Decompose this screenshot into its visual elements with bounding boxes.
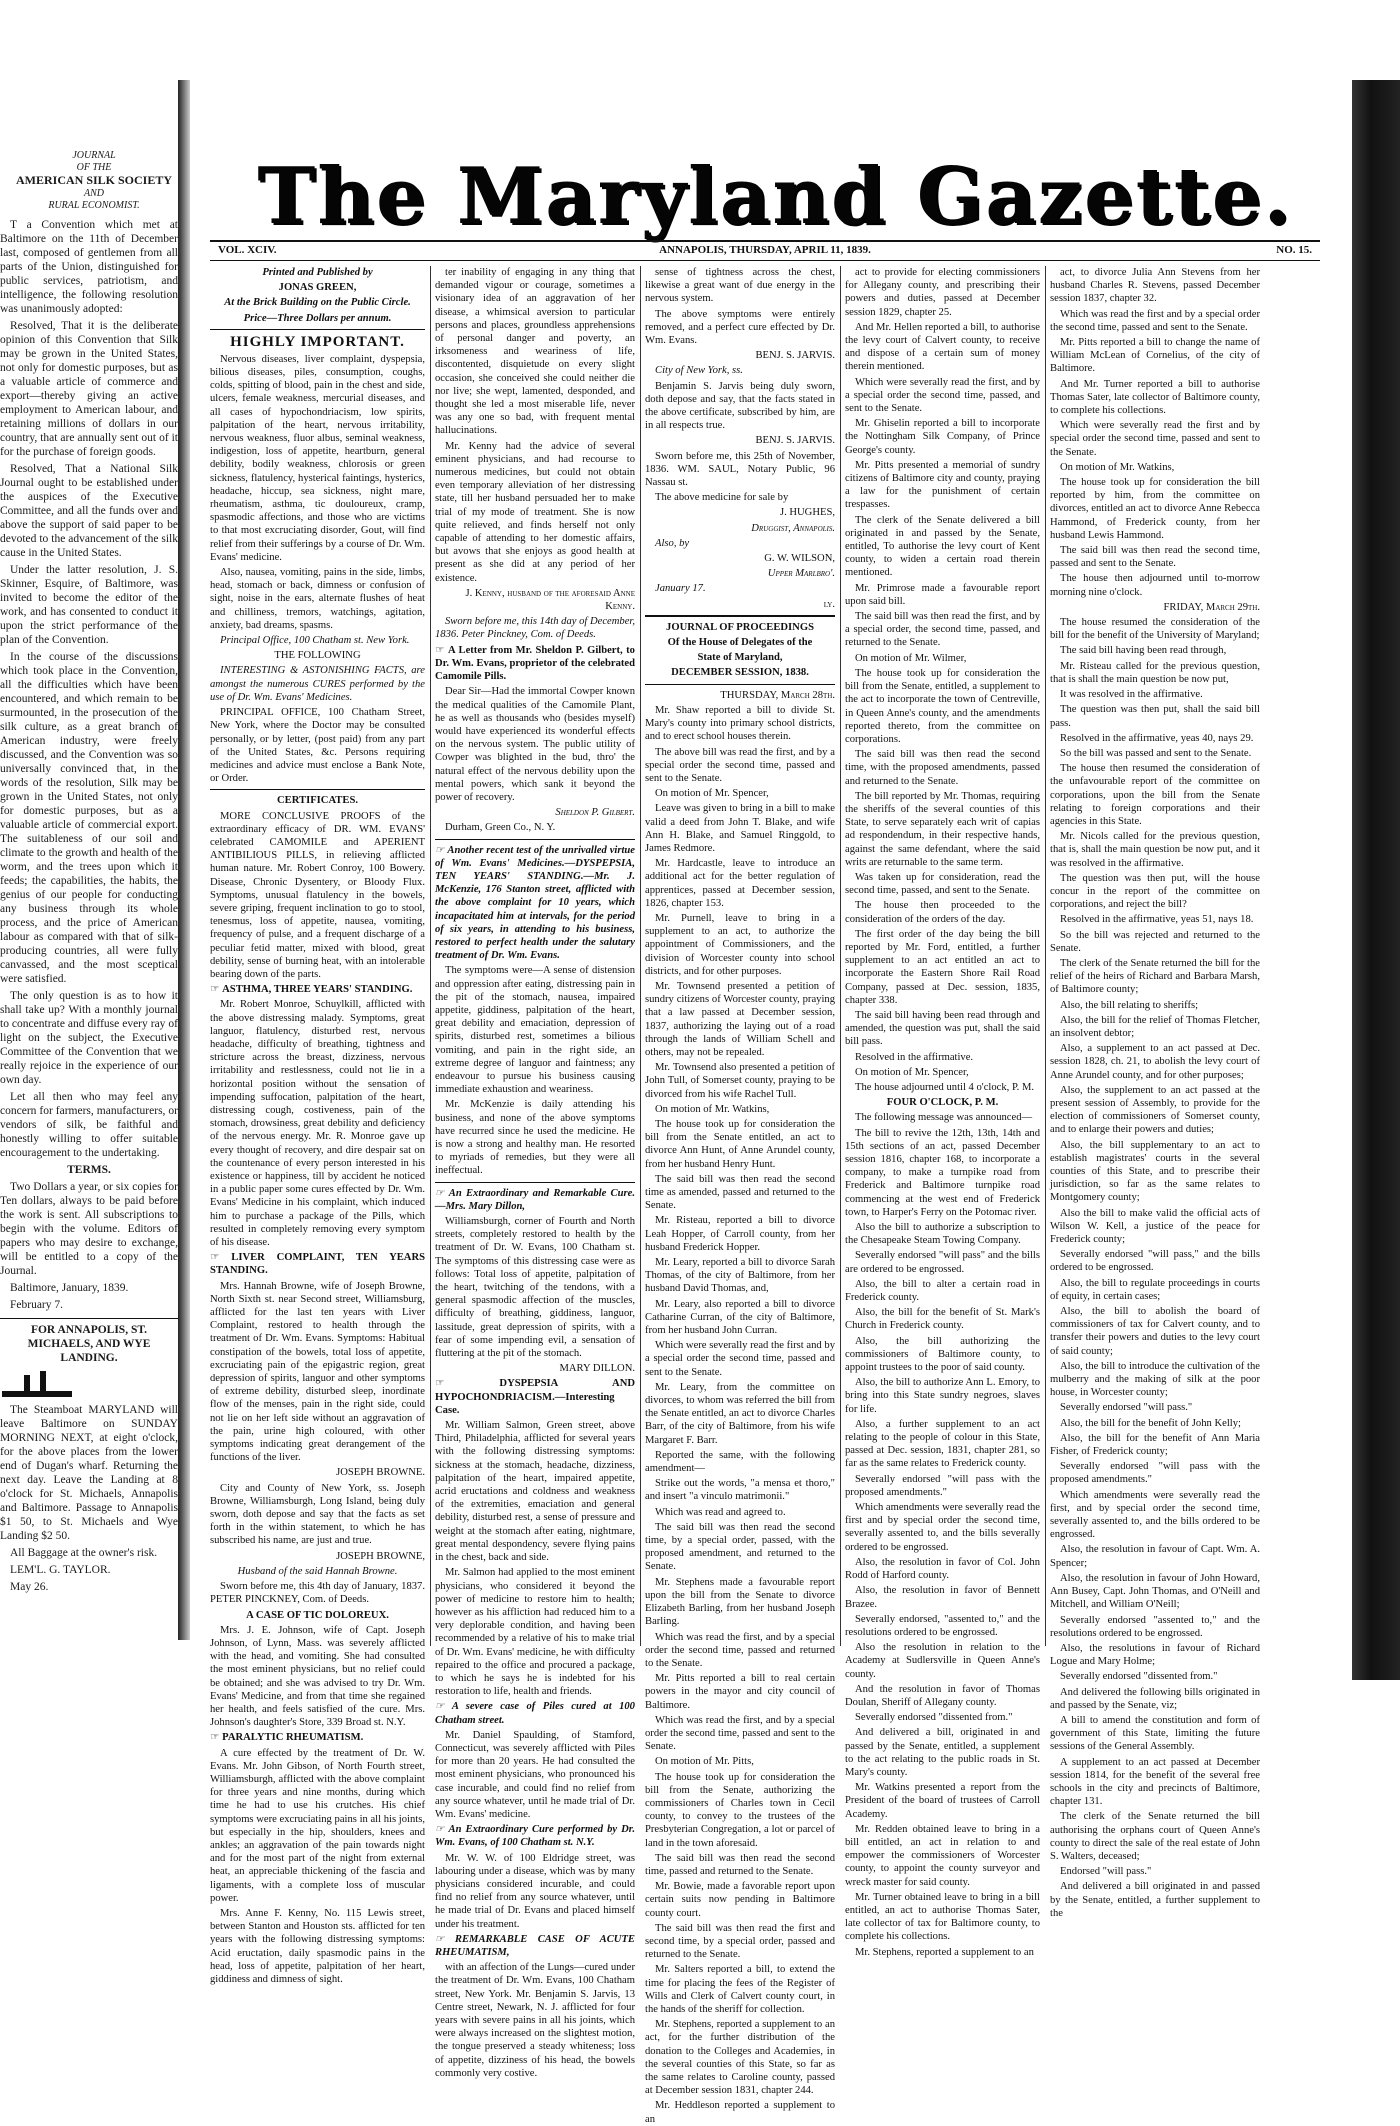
proceedings-paragraph: Also, the bill for the benefit of John Kelly; [1060, 1417, 1241, 1429]
proceedings-paragraph: The following message was announced— [855, 1112, 1033, 1124]
remarkable-paragraph: with an affection of the Lungs—cured under the treatment of Dr. Wm. Evans, 100 Chatham street, New York. Mr. Benjamin S. Jarvis, 13 Centre street, Newark, N. J. afflicted for four years with severe pains in all his joints, which were always increased on the slightest motion, the tongue preserved a steady whiteness; loss of appetite, dizziness of his head, the bowels commonly very costive. [435, 1962, 635, 2079]
column-paragraph: The above symptoms were entirely removed, and a perfect cure effected by Dr. Wm. Evans. [645, 308, 835, 347]
proceedings-paragraph: Strike out the words, "a mensa et thoro," and insert "a vinculo matrimonii." [645, 1478, 835, 1503]
signature: J. Kenny, husband of the aforesaid Anne Kenny. [465, 587, 635, 613]
proceedings-paragraph: Was taken up for consideration, read the second time, passed, and sent to the Senate. [845, 871, 1040, 897]
silk-paragraph: In the course of the discussions which took place in the Convention, all the difficulties which have been encountered, and which remain to be surmounted, in the prosecution of the silk culture, as a great branch of American industry, were freely discussed, and the Convention was so universally convinced that, in the words of the resolution, Silk may be grown in the United States, not only for domestic purposes, but as a valuable article of commercial export. The suitableness of our soil and climate to the growth and health of the worm, and the trees upon which it feeds; the capabilities, the habits, the genius of our people for conducting any business through its whole process, and the price of American labour as compared with that of silk-producing countries, all were fully canvassed, and the most sceptical were satisfied. [0, 651, 178, 985]
ad-headline: HIGHLY IMPORTANT. [230, 333, 405, 350]
column-paragraph: ter inability of engaging in any thing that demanded vigour or courage, sometimes a visionary idea of an aggravation of her disease, a whimsical aversion to particular persons and places, groundless apprehensions of personal danger and poverty, an irksomeness and weariness of life, discontented, disquietude on every slight occasion, she conceived she could neither die nor live; she wept, lamented, desponded, and thought she led a most miserable life, never was any one so bad, with frequent mental hallucinations. [435, 267, 635, 437]
proceedings-paragraph: On motion of Mr. Spencer, [655, 788, 769, 800]
proceedings-paragraph: Resolved in the affirmative, yeas 51, nays 18. [1060, 914, 1254, 926]
proceedings-paragraph: The house resumed the consideration of the bill for the benefit of the University of Maryland; [1050, 617, 1260, 642]
mckenzie-paragraph: Mr. McKenzie is daily attending his business, and none of the above symptoms have recurred since he used the medicine. He is now a strong and healthy man. He resorted to myriads of remedies, but they were all ineffectual. [435, 1099, 635, 1177]
proceedings-paragraph: Also, the bill for the benefit of St. Mark's Church in Frederick county. [845, 1307, 1040, 1332]
also-by: Also, by [655, 537, 690, 549]
proceedings-paragraph: Mr. Nicols called for the previous question, that is, shall the main question be now put, and it was resolved in the affirmative. [1050, 831, 1260, 869]
proceedings-paragraph: Mr. Townsend presented a petition of sundry citizens of Worcester county, praying that a law passed at December session, 1837, authorizing the laying out of a road through the lands of William Schell and others, may not be repealed. [645, 980, 835, 1058]
principal-office: Principal Office, 100 Chatham st. New York. [220, 635, 410, 647]
proceedings-paragraph: Resolved in the affirmative, yeas 40, nays 29. [1060, 732, 1254, 744]
divider [210, 329, 425, 330]
journal-subtitle: Of the House of Delegates of the [667, 637, 813, 649]
divider [435, 839, 635, 840]
proceedings-paragraph: Mr. Bowie, made a favorable report upon certain suits now pending in Baltimore county court. [645, 1881, 835, 1919]
proceedings-paragraph: On motion of Mr. Watkins, [655, 1103, 770, 1115]
proceedings-paragraph: The clerk of the Senate returned the bill for the relief of the heirs of Richard and Barbara Marsh, of Baltimore county; [1050, 957, 1260, 996]
proceedings-paragraph: The house took up for consideration the bill from the Senate entitled, an act to divorce Ann Hunt, of Anne Arundel county, from her husband Henry Hunt. [645, 1118, 835, 1170]
masthead-title: The Maryland Gazette. [257, 151, 1293, 242]
proceedings-paragraph: Mr. Stephens made a favourable report upon the bill from the Senate to divorce Elizabeth Barling, from her husband Joseph Barling. [645, 1576, 835, 1628]
proceedings-paragraph: The said bill was then read the second time, passed and returned to the Senate. [645, 1852, 835, 1877]
column-4 [845, 266, 1041, 1958]
remarkable-heading: ☞ REMARKABLE CASE OF ACUTE RHEUMATISM, [435, 1933, 635, 1959]
proceedings-paragraph: On motion of Mr. Pitts, [655, 1756, 754, 1768]
proceedings-paragraph: Severally endorsed "dissented from." [1060, 1671, 1218, 1683]
proceedings-paragraph: Mr. Hardcastle, leave to introduce an additional act for the better regulation of apprentices, passed at December session, 1826, chapter 153. [645, 858, 835, 909]
proceedings-paragraph: It was resolved in the affirmative. [1060, 689, 1203, 701]
proceedings-paragraph: Also, the resolution in favor of Col. John Rodd of Harford county. [845, 1556, 1040, 1582]
proceedings-paragraph: Which was read and agreed to. [655, 1506, 786, 1518]
proceedings-paragraph: The said bill was then read the second time as amended, passed and returned to the Senate. [645, 1173, 835, 1212]
steamboat-ad-title: FOR ANNAPOLIS, ST. MICHAELS, AND WYE LANDING. [27, 1324, 151, 1364]
proceedings-paragraph: act, to divorce Julia Ann Stevens from her husband Charles R. Stevens, passed December session 1837, chapter 32. [1050, 267, 1260, 305]
proceedings-paragraph: Also, a further supplement to an act relating to the people of colour in this State, passed at Dec. session, 1831, chapter 281, so far as the same relates to Frederick county. [845, 1418, 1040, 1470]
proceedings-paragraph: The said bill having been read through and amended, the question was put, shall the said bill pass. [845, 1009, 1040, 1048]
hypochondria-heading: ☞ DYSPEPSIA AND HYPOCHONDRIACISM.—Interesting Case. [435, 1377, 635, 1417]
proceedings-paragraph: Also, the bill supplementary to an act to establish magistrates' courts in the several counties of this State, and to prescribe their jurisdiction, so far as the same relates to Montgomery county; [1050, 1139, 1260, 1204]
proceedings-paragraph: Which amendments were severally read the first, and by special order the second time, severally assented to, and the bills ordered to be engrossed. [1050, 1489, 1260, 1541]
proceedings-paragraph: The said bill was then read the second time, with the proposed amendments, passed and returned to the Senate. [845, 749, 1040, 787]
extraordinary-paragraph: Mr. W. W. of 100 Eldridge street, was labouring under a disease, which was by many physicians considered incurable, and could find no relief from any source whatever, until he made trial of Dr. Evans and placed himself under his treatment. [435, 1852, 635, 1930]
signature: Sheldon P. Gilbert. [555, 807, 635, 819]
extraordinary-heading: ☞ An Extraordinary Cure performed by Dr. Wm. Evans, of 100 Chatham st. N.Y. [435, 1823, 635, 1849]
proceedings-paragraph: Mr. Turner obtained leave to bring in a bill entitled, an act to authorise Thomas Sater, late collector of tax for Baltimore county, to complete his collections. [845, 1891, 1040, 1943]
agent-name: G. W. WILSON, [764, 553, 835, 565]
proceedings-paragraph: And delivered a bill originated in and passed by the Senate, entitled, a further supplement to the [1050, 1881, 1260, 1919]
proceedings-paragraph: Mr. Risteau called for the previous question, that is shall the main question be now put, [1050, 660, 1260, 685]
previous-page-fragment [0, 150, 178, 1593]
ad-paragraph: Nervous diseases, liver complaint, dyspepsia, bilious diseases, piles, consumption, coughs, colds, spitting of blood, pain in the chest and side, ulcers, female weakness, mercurial diseases, and all cases of hypochondriacism, low spirits, palpitation of the heart, nervous irritability, nervous weakness, fluor albus, seminal weakness, indigestion, loss of appetite, heartburn, general debility, bodily weakness, chlorosis or green sickness, flatulency, hysterical faintings, hysterics, headache, hiccup, sea sickness, night mare, rheumatism, asthma, tic douloureux, cramp, spasmodic affections, and those who are victims to that most excruciating disorder, Gout, will find relief from their sufferings by a course of Dr. Wm. Evans' medicine. [210, 353, 425, 563]
sworn-line: Sworn before me, this 14th day of December, 1836. Peter Pinckney, Com. of Deeds. [435, 616, 635, 641]
proceedings-paragraph: The said bill was then read the second time, passed and sent to the Senate. [1050, 545, 1260, 570]
terms-feb: February 7. [10, 1299, 64, 1311]
proceedings-paragraph: Which was read the first and by a special order the second time, passed and sent to the Senate. [1050, 308, 1260, 333]
imprint-printer: JONAS GREEN, [278, 282, 357, 294]
proceedings-paragraph: Also, the resolution in favor of Bennett Brazee. [845, 1585, 1040, 1610]
proceedings-paragraph: Mr. Stephens, reported a supplement to an [855, 1946, 1034, 1958]
salmon-symptoms: Mr. William Salmon, Green street, above Third, Philadelphia, afflicted for several years with the following distressing symptoms: sickness at the stomach, headache, dizziness, palpitation of the heart, impaired appetite, acrid eructations and coldness and weakness of the extremities, emaciation and general debility, disturbed rest, a sense of pressure and weight at the stomach after eating, nightmare, great mental despondency, severe flying pains in the chest, back and side. [435, 1420, 635, 1564]
proceedings-paragraph: Severally endorsed "will pass," and the bills ordered to be engrossed. [1050, 1249, 1260, 1274]
signature: BENJ. S. JARVIS. [755, 435, 835, 447]
volume-label: VOL. XCIV. [218, 244, 277, 256]
proceedings-paragraph: Also, the bill authorizing the commissioners of Baltimore county, to appoint trustees to the poor of said county. [845, 1335, 1040, 1374]
rheumatism-heading: ☞ PARALYTIC RHEUMATISM. [210, 1731, 425, 1744]
jurisdiction: City of New York, ss. [655, 365, 743, 377]
sworn-line: Sworn before me, this 4th day of January, 1837. PETER PINCKNEY, Com. of Deeds. [210, 1581, 425, 1606]
proceedings-paragraph: Also the bill to authorize a subscription to the Chesapeake Steam Towing Company. [845, 1222, 1040, 1247]
section-heading: FOUR O'CLOCK, P. M. [886, 1097, 999, 1109]
proceedings-paragraph: The clerk of the Senate returned the bill authorising the orphans court of Queen Anne's county to direct the sale of the real estate of John S. Walters, deceased; [1050, 1811, 1260, 1862]
following-label: THE FOLLOWING [274, 650, 361, 662]
proceedings-paragraph: Mr. Heddleson reported a supplement to an [645, 2100, 835, 2125]
proceedings-paragraph: Mr. Risteau, reported a bill to divorce Leah Hopper, of Carroll county, from her husband Frederick Hopper. [645, 1215, 835, 1253]
agent-role: Druggist, Annapolis. [751, 522, 835, 534]
rheumatism-paragraph: A cure effected by the treatment of Dr. W. Evans. Mr. John Gibson, of North Fourth street, Williamsburgh, afflicted with the above complaint for three years and nine months, during which time he had to use his crutches. His chief symptoms were excruciating pains in all his joints, but especially in the hip, shoulders, knees and ankles; an aggravation of the pain towards night and for the most part of the night from external heat, an appreciable thickening of the fascia and ligaments, with a complete loss of muscular power. [210, 1747, 425, 1904]
proceedings-paragraph: Severally endorsed "will pass with the proposed amendments." [845, 1473, 1040, 1498]
ad-term: ly. [823, 598, 835, 610]
proceedings-paragraph: Mr. Primrose made a favourable report upon said bill. [845, 582, 1040, 607]
proceedings-paragraph: The question was then put, shall the said bill pass. [1050, 704, 1260, 729]
proceedings-paragraph: Severally endorsed "will pass with the proposed amendments." [1050, 1461, 1260, 1486]
journal-subtitle: State of Maryland, [697, 652, 783, 664]
proceedings-paragraph: The above bill was read the first, and by a special order the second time, passed and sent to the Senate. [645, 746, 835, 784]
columns [210, 266, 1330, 2125]
liver-heading: ☞ LIVER COMPLAINT, TEN YEARS STANDING. [210, 1251, 425, 1277]
signature: BENJ. S. JARVIS. [755, 350, 835, 362]
sworn-line: Sworn before me, this 25th of November, 1836. WM. SAUL, Notary Public, 96 Nassau st. [645, 450, 835, 489]
liver-paragraph: Mrs. Hannah Browne, wife of Joseph Browne, North Sixth st. near Second street, Williamsburg, afflicted for the last ten years with Liver Complaint, restored to health through the treatment of Dr. Wm. Evans. Symptoms: Habitual constipation of the bowels, total loss of appetite, excruciating pain of the epigastric region, great depression of spirits, languor and other symptoms of extreme debility, disturbed sleep, inordinate flow of the menses, pain in the right side, could not lie on her left side without an aggravation of the pain, urine high coloured, with other symptoms indicating great derangement of the functions of the liver. [210, 1280, 425, 1464]
proceedings-paragraph: The clerk of the Senate delivered a bill originated in and passed by the Senate, entitled, To authorise the levy court of Kent county, to widen a certain road therein mentioned. [845, 514, 1040, 579]
proceedings-paragraph: Which were severally read the first and by a special order the second time, passed and sent to the Senate. [645, 1340, 835, 1378]
affidavit: City and County of New York, ss. Joseph Browne, Williamsburgh, Long Island, being duly sworn, doth depose and say that the facts as set forth in the within statement, to which he has subscribed his name, are just and true. [210, 1482, 425, 1547]
dateline-text: ANNAPOLIS, THURSDAY, APRIL 11, 1839. [659, 244, 871, 256]
proceedings-paragraph: The said bill was then read the first and second time, by a special order, passed and returned to the Senate. [645, 1922, 835, 1961]
divider [210, 789, 425, 790]
column-paragraph: Mr. Kenny had the advice of several eminent physicians, and had recourse to numerous medicines, but could not obtain even temporary alleviation of her distressing state, till her husband persuaded her to make trial of my mode of treatment. She is now quite relieved, and finds herself not only capable of attending to her domestic affairs, but avows that she enjoys as good health at present as she did at any period of her existence. [435, 440, 635, 584]
dillon-heading: ☞ An Extraordinary and Remarkable Cure.—Mrs. Mary Dillon, [435, 1187, 635, 1213]
proceedings-paragraph: Severally endorsed "assented to," and the resolutions ordered to be engrossed. [1050, 1614, 1260, 1639]
proceedings-paragraph: Which was read the first, and by a special order the second time, passed and sent to the Senate. [645, 1714, 835, 1753]
proceedings-paragraph: Also, the bill to alter a certain road in Frederick county. [845, 1278, 1040, 1304]
proceedings-paragraph: Which were severally read the first, and by a special order the second time, passed, and sent to the Senate. [845, 376, 1040, 415]
silk-paragraph: Let all then who may feel any concern for farmers, manufacturers, or vendors of silk, be faithful and honestly willing to offer suitable encouragement to the undertaking. [0, 1091, 178, 1159]
principal-paragraph: PRINCIPAL OFFICE, 100 Chatham Street, New York, where the Doctor may be consulted personally, or by letter, (post paid) from any part of the United States, &c. Persons requiring medicines and advice must enclose a Bank Note, or Order. [210, 707, 425, 785]
proceedings-paragraph: Mr. Leary, reported a bill to divorce Sarah Thomas, of the city of Baltimore, from her husband David Thomas, and, [645, 1257, 835, 1295]
column-5 [1050, 266, 1260, 1919]
gilbert-letter: Dear Sir—Had the immortal Cowper known the medical qualities of the Camomile Plant, he as well as thousands who (besides myself) would have experienced its wonderful effects on the nervous system. The public utility of Cowper was blighted in the bud, thro' the natural effect of the nervous debility upon the mental powers, which sank it beyond the power of recovery. [435, 686, 635, 803]
proceedings-paragraph: The house took up for consideration the bill reported by him, from the committee on divorces, entitled an act to divorce Anne Rebecca Hammond, of Frederick county, from her husband Lewis Hammond. [1050, 477, 1260, 541]
proceedings-paragraph: Mr. Watkins presented a report from the President of the board of trustees of Carroll Academy. [845, 1782, 1040, 1820]
proceedings-paragraph: So the bill was rejected and returned to the Senate. [1050, 929, 1260, 954]
proceedings-paragraph: The said bill having been read through, [1060, 645, 1227, 657]
proceedings-paragraph: Which were severally read the first and by special order the second time, passed and sent to the Senate. [1050, 420, 1260, 458]
proceedings-paragraph: Also, the bill to authorize Ann L. Emory, to bring into this State sundry negroes, slaves for life. [845, 1377, 1040, 1415]
scan-right-edge [1352, 80, 1400, 1680]
signature: JOSEPH BROWNE. [336, 1467, 425, 1479]
divider [435, 1182, 635, 1183]
silk-paragraph: The only question is as to how it shall take up? With a monthly journal to concentrate and diffuse every ray of light on the subject, the Executive Committee of the Convention that we really rejoice in the experience of our own day. [0, 990, 178, 1086]
proceedings-paragraph: Which was read the first, and by a special order the second time, passed and returned to the Senate. [645, 1631, 835, 1669]
gilbert-place: Durham, Green Co., N. Y. [445, 822, 556, 834]
sale-line: The above medicine for sale by [655, 492, 789, 504]
certificates-heading: CERTIFICATES. [277, 795, 358, 807]
proceedings-paragraph: Also, the bill to introduce the cultivation of the mulberry and the making of silk at the poor house, in Worcester county; [1050, 1360, 1260, 1399]
proceedings-paragraph: The house adjourned until 4 o'clock, P. M. [855, 1081, 1035, 1093]
dateline [210, 240, 1320, 261]
proceedings-paragraph: Also, the resolution in favour of Capt. Wm. A. Spencer; [1050, 1544, 1260, 1569]
gazette-page [190, 100, 1350, 2125]
proceedings-paragraph: Severally endorsed "dissented from." [855, 1712, 1013, 1724]
proceedings-paragraph: Mr. Leary, also reported a bill to divorce Catharine Curran, of the city of Baltimore, from her husband John Curran. [645, 1298, 835, 1337]
terms-date: Baltimore, January, 1839. [10, 1282, 129, 1294]
column-1 [210, 266, 425, 1985]
proceedings-paragraph: Mr. Salters reported a bill, to extend the time for placing the fees of the Register of Wills and Clerk of Calvert county court, in the hands of the sheriff for collection. [645, 1964, 835, 2015]
proceedings-paragraph: Mr. Shaw reported a bill to divide St. Mary's county into primary school districts, and to erect school houses therein. [645, 704, 835, 743]
page-binding-gutter [178, 80, 190, 1640]
proceedings-paragraph: act to provide for electing commissioners for Allegany county, and prescribing their powers and duties, passed at December session 1829, chapter 25. [845, 267, 1040, 318]
column-3 [645, 266, 835, 2125]
proceedings-paragraph: The said bill was then read the second time, by a special order, passed, with the proposed amendment, and returned to the Senate. [645, 1521, 835, 1573]
proceedings-paragraph: Mr. Pitts reported a bill to change the name of William McLean of Cornelius, of the city of Baltimore. [1050, 337, 1260, 375]
signature: MARY DILLON. [559, 1363, 635, 1375]
proceedings-paragraph: And delivered a bill, originated in and passed by the Senate, entitled, a supplement to the act relating to the public roads in St. Mary's county. [845, 1727, 1040, 1778]
kenny-paragraph: Mrs. Anne F. Kenny, No. 115 Lewis street, between Stanton and Houston sts. afflicted for ten years with the following distressing symptoms: Acid eructation, daily spasmodic pains in the head, loss of appetite, palpitation of her heart, giddiness and dimness of sight. [210, 1907, 425, 1985]
proceedings-paragraph: The bill reported by Mr. Thomas, requiring the sheriffs of the several counties of this State, to serve separately each writ of capias ad respondendum, in their respective hands, against the same defendant, where the said writs are returnable to the same term. [845, 790, 1040, 868]
proceedings-paragraph: And the resolution in favor of Thomas Doulan, Sheriff of Allegany county. [845, 1683, 1040, 1708]
proceedings-paragraph: Also, the bill to abolish the board of commissioners of tax for Calvert county, and to transfer their powers and duties to the levy court of said county; [1050, 1306, 1260, 1357]
proceedings-paragraph: Endorsed "will pass." [1060, 1866, 1152, 1878]
proceedings-paragraph: Also, the bill for the benefit of Ann Maria Fisher, of Frederick county; [1050, 1432, 1260, 1458]
silk-journal-heading: JOURNAL OF THE AMERICAN SILK SOCIETY AND RURAL ECONOMIST. [15, 150, 173, 211]
imprint-line: Printed and Published by [262, 267, 373, 278]
proceedings-paragraph: Mr. Redden obtained leave to bring in a bill entitled, an act in relation to and empower the commissioners of Worcester county, to appoint the county surveyor and wreck master for said county. [845, 1823, 1040, 1888]
proceedings-paragraph: Also the resolution in relation to the Academy at Sudlersville in Queen Anne's county. [845, 1642, 1040, 1680]
ad-date: January 17. [655, 583, 706, 595]
proceedings-paragraph: On motion of Mr. Watkins, [1060, 461, 1175, 473]
proceedings-paragraph: Also, a supplement to an act passed at Dec. session 1828, ch. 21, to abolish the levy court of Anne Arundel county, and for other purposes; [1050, 1043, 1260, 1081]
proceedings-paragraph: A bill to amend the constitution and form of government of this State, limiting the future sessions of the General Assembly. [1050, 1714, 1260, 1753]
proceedings-paragraph: Severally endorsed "will pass." [1060, 1402, 1193, 1414]
divider [645, 615, 835, 617]
steamboat-ad-date: May 26. [10, 1581, 49, 1593]
tic-paragraph: Mrs. J. E. Johnson, wife of Capt. Joseph Johnson, of Lynn, Mass. was severely afflicted with the head, and vomiting. She had consulted the most eminent physicians, but no relief could be obtained; and she was advised to try Dr. Wm. Evans' Medicine, and from that time she regained her health, and feels satisfied of the cure. Mrs. Johnson's daughter's Store, 339 Broad st. N.Y. [210, 1624, 425, 1729]
proceedings-paragraph: Mr. Leary, from the committee on divorces, to whom was referred the bill from the Senate entitled, an act to divorce Charles Barr, of the city of Baltimore, from his wife Margaret F. Barr. [645, 1381, 835, 1446]
tic-heading: A CASE OF TIC DOLOREUX. [246, 1609, 389, 1621]
silk-paragraph: T a Convention which met at Baltimore on the 11th of December last, composed of gentlemen from all parts of the Union, distinguished for public services, patriotism, and intelligence, the following resolution was unanimously adopted: [0, 219, 178, 315]
proceedings-paragraph: The house then adjourned until to-morrow morning nine o'clock. [1050, 573, 1260, 598]
proceedings-paragraph: The question was then put, will the house concur in the report of the committee on corporations, and reject the bill? [1050, 872, 1260, 911]
proceedings-paragraph: Severally endorsed "will pass" and the bills are ordered to be engrossed. [845, 1250, 1040, 1275]
proceedings-paragraph: The house then resumed the consideration of the unfavourable report of the committee on corporations, upon the bill from the Senate relating to foreign corporations and their agencies in this State. [1050, 763, 1260, 827]
proceedings-paragraph: The bill to revive the 12th, 13th, 14th and 15th sections of an act, passed December session 1816, chapter 168, to incorporate a company, to make a turnpike road from Frederick and Baltimore turnpike road commencing at the west end of Frederick town, to Harper's Ferry on the Potomac river. [845, 1127, 1040, 1218]
proceedings-paragraph: Severally endorsed, "assented to," and the resolutions ordered to be engrossed. [845, 1613, 1040, 1638]
proceedings-paragraph: Also, the resolution in favour of John Howard, Ann Busey, Capt. John Thomas, and O'Neill and Mitchell, and William O'Neill; [1050, 1572, 1260, 1611]
proceedings-paragraph: Mr. Pitts reported a bill to real certain powers in the mayor and city council of Baltimore. [645, 1673, 835, 1711]
facts-paragraph: INTERESTING & ASTONISHING FACTS, are amongst the numerous CURES performed by the use of Dr. Wm. Evans' Medicines. [210, 665, 425, 703]
dyspepsia-test-heading: ☞ Another recent test of the unrivalled virtue of Wm. Evans' Medicines.—DYSPEPSIA, TEN YEARS' STANDING.—Mr. J. McKenzie, 176 Stanton street, afflicted with the above complaint for 10 years, which incapacitated him at intervals, for the period of six years, in attending to his business, restored to perfect health under the salutary treatment of Dr. Wm. Evans. [435, 844, 635, 963]
proceedings-paragraph: Also, the bill for the relief of Thomas Fletcher, an insolvent debtor; [1050, 1014, 1260, 1039]
proceedings-paragraph: The house took up for consideration the bill from the Senate, entitled, a supplement to the act to incorporate the town of Centreville, in Queen Anne's county, and the amendments reported thereto, from the committee on corporations. [845, 667, 1040, 745]
proceedings-paragraph: And delivered the following bills originated in and passed by the Senate, viz; [1050, 1686, 1260, 1711]
piles-paragraph: Mr. Daniel Spaulding, of Stamford, Connecticut, was severely afflicted with Piles for more than 20 years. He had consulted the most eminent physicians, who pronounced his case incurable, and could find no relief from any source whatever, until he made trial of Dr. Wm. Evans' medicine. [435, 1729, 635, 1820]
steamboat-illustration [2, 1369, 72, 1399]
proceedings-paragraph: The house then proceeded to the consideration of the orders of the day. [845, 900, 1040, 925]
gilbert-heading: ☞ A Letter from Mr. Sheldon P. Gilbert, to Dr. Wm. Evans, proprietor of the celebrated Camomile Pills. [435, 644, 635, 684]
agent-place: Upper Marlbro'. [767, 568, 835, 580]
proceedings-paragraph: Also, the bill relating to sheriffs; [1060, 999, 1199, 1011]
issue-number: NO. 15. [1276, 244, 1312, 256]
symptoms-paragraph: The symptoms were—A sense of distension and oppression after eating, distressing pain in the pit of the stomach, nausea, impaired appetite, giddiness, palpitation of the heart, great debility and emaciation, depression of spirits, disturbed rest, sometimes a bilious vomiting, and pain in the right side, an extreme degree of languor and faintness; any endeavour to pursue his business causing immediate exhaustion and weariness. [435, 965, 635, 1096]
agent-name: J. HUGHES, [779, 507, 835, 519]
steamboat-advertisement [0, 1318, 178, 1594]
proceedings-paragraph: The said bill was then read the first, and by a special order, the second time, passed, and returned to the Senate. [845, 611, 1040, 649]
proceedings-paragraph: Leave was given to bring in a bill to make valid a deed from John T. Blake, and wife Ann H. Blake, and Samuel Ringgold, to James Redmore. [645, 803, 835, 854]
steamboat-ad-text: The Steamboat MARYLAND will leave Baltimore on SUNDAY MORNING NEXT, at eight o'clock, for the above places from the lower end of Dugan's wharf. Returning the next day. Leave the Landing at 8 o'clock for St. Michaels, Annapolis and Baltimore. Passage to Annapolis $1 50, to St. Michaels and Wye Landing $2 50. [0, 1404, 178, 1542]
silk-paragraph: Resolved, That it is the deliberate opinion of this Convention that Silk may be grown in the United States, not only for domestic purposes, but as a valuable article of commerce and export—thereby giving an active employment to American labour, and retaining millions of dollars in our country, that are annually sent out of it for the purchase of foreign goods. [0, 320, 178, 458]
silk-paragraph: Under the latter resolution, J. S. Skinner, Esquire, of Baltimore, was invited to become the editor of the work, and has consented to conduct it upon the strict performance of the plan of the Convention. [0, 564, 178, 646]
proceedings-paragraph: Also, the supplement to an act passed at the present session of Assembly, to provide for the election of commissioners of Somerset county, and to enlarge their powers and duties; [1050, 1084, 1260, 1136]
journal-title: JOURNAL OF PROCEEDINGS [666, 621, 814, 633]
imprint-price: Price—Three Dollars per annum. [243, 312, 392, 324]
piles-heading: ☞ A severe case of Piles cured at 100 Chatham street. [435, 1700, 635, 1726]
steamboat-ad-footer: All Baggage at the owner's risk. [10, 1547, 158, 1559]
silk-paragraph: Resolved, That a National Silk Journal ought to be established under the auspices of the Executive Committee, and all the funds over and above the support of said paper to be devoted to the advancement of the silk cause in the United States. [0, 463, 178, 559]
proceedings-paragraph: On motion of Mr. Spencer, [855, 1066, 969, 1078]
proceedings-paragraph: And Mr. Turner reported a bill to authorise Thomas Sater, late collector of Baltimore county, to complete his collections. [1050, 378, 1260, 417]
proceedings-paragraph: On motion of Mr. Wilmer, [855, 652, 967, 664]
column-paragraph: sense of tightness across the chest, likewise a great want of due energy in the nervous system. [645, 267, 835, 305]
proceedings-paragraph: Mr. Stephens, reported a supplement to an act, for the further distribution of the donation to the Colleges and Academies, in the several counties of this State, so far as the same relates to Caroline county, passed at December session 1831, chapter 244. [645, 2019, 835, 2097]
day-heading: FRIDAY, March 29th. [1163, 601, 1260, 613]
proceedings-paragraph: Mr. Purnell, leave to bring in a supplement to an act, to authorize the appointment of Commissioners, and the division of Worcester county into school districts, and for other purposes. [645, 912, 835, 977]
proceedings-paragraph: Reported the same, with the following amendment— [645, 1449, 835, 1475]
proceedings-paragraph: Mr. Pitts presented a memorial of sundry citizens of Baltimore city and county, praying a law for the punishment of certain trespasses. [845, 459, 1040, 511]
proceedings-paragraph: The house took up for consideration the bill from the Senate, authorizing the commissioners of Charles town in Cecil county, to convey to the trustees of the Presbyterian Congregation, a lot or parcel of land in the town aforesaid. [645, 1771, 835, 1849]
asthma-paragraph: Mr. Robert Monroe, Schuylkill, afflicted with the above distressing malady. Symptoms, great languor, flatulency, disturbed rest, nervous headache, difficulty of breathing, tightness and stricture across the breast, dizziness, nervous irritability and restlessness, could not lie in a horizontal position without the sensation of impending suffocation, palpitation of the heart, distressing cough, costiveness, pain of the stomach, drowsiness, great debility and deficiency of the nervous energy. Mr. R. Monroe gave up every thought of recovery, and dire despair sat on the countenance of every person interested in his existence or happiness, till by accident he noticed in a public paper some cures effected by Dr. Wm. Evans' Medicine in his complaint, which induced him to purchase a package of the Pills, which resulted in completely removing every symptom of his disease. [210, 999, 425, 1249]
steamboat-ad-signature: LEM'L. G. TAYLOR. [10, 1564, 111, 1576]
imprint-location: At the Brick Building on the Public Circle. [224, 297, 411, 309]
signature: JOSEPH BROWNE, [336, 1550, 425, 1562]
terms-text: Two Dollars a year, or six copies for Ten dollars, always to be paid before the work is sent. All subscriptions to begin with the volume. Editors of papers who may desire to exchange, will be entitled to a copy of the Journal. [0, 1181, 178, 1277]
journal-session: DECEMBER SESSION, 1838. [671, 667, 809, 679]
proceedings-paragraph: Also, the resolutions in favour of Richard Logue and Mary Holme; [1050, 1642, 1260, 1668]
proceedings-paragraph: A supplement to an act passed at December session 1814, for the benefit of the several free schools in the city and precincts of Baltimore, chapter 131. [1050, 1756, 1260, 1808]
proceedings-paragraph: Mr. Ghiselin reported a bill to incorporate the Nottingham Silk Company, of Prince George's county. [845, 418, 1040, 456]
asthma-heading: ☞ ASTHMA, THREE YEARS' STANDING. [210, 983, 425, 996]
divider [645, 684, 835, 685]
signature-role: Husband of the said Hannah Browne. [237, 1565, 398, 1577]
column-2 [435, 266, 635, 2079]
proceedings-paragraph: And Mr. Hellen reported a bill, to authorise the levy court of Calvert county, to receive and dispose of a certain sum of money therein mentioned. [845, 321, 1040, 373]
proceedings-paragraph: Also, the bill to regulate proceedings in courts of equity, in certain cases; [1050, 1277, 1260, 1302]
proceedings-paragraph: So the bill was passed and sent to the Senate. [1060, 747, 1252, 759]
proceedings-paragraph: Also the bill to make valid the official acts of Wilson W. Kell, a justice of the peace for Frederick county; [1050, 1207, 1260, 1246]
salmon-paragraph: Mr. Salmon had applied to the most eminent physicians, who considered it beyond the power of medicine to restore him to health; however as his affliction had reduced him to a very deplorable condition, and having been recommended by a relative of his to make trial of Dr. Wm. Evans' medicine, he with difficulty repaired to the office and procured a package, to which he says he is indebted for his restoration to life, health and friends. [435, 1567, 635, 1698]
proceedings-paragraph: The first order of the day being the bill reported by Mr. Ford, entitled, a further supplement to an act entitled an act to incorporate the Eastern Shore Rail Road Company, passed at Dec. session, 1835, chapter 338. [845, 928, 1040, 1006]
proceedings-paragraph: Mr. Townsend also presented a petition of John Tull, of Somerset county, praying to be divorced from his wife Rachel Tull. [645, 1062, 835, 1100]
day-heading: THURSDAY, March 28th. [720, 689, 835, 701]
affidavit: Benjamin S. Jarvis being duly sworn, doth depose and say, that the facts stated in the above certificate, subscribed by him, are in all respects true. [645, 380, 835, 432]
proceedings-paragraph: Which amendments were severally read the first and by special order the second time, severally assented to, and the bills severally ordered to be engrossed. [845, 1502, 1041, 1553]
dillon-paragraph: Williamsburgh, corner of Fourth and North streets, completely restored to health by the treatment of Dr. W. Evans, 100 Chatham st. The symptoms of this distressing case were as follows: Total loss of appetite, palpitation of the heart, twitching of the tendons, with a general spasmodic affection of the muscles, difficulty of breathing, giddiness, languor, lassitude, great depression of spirits, with a fear of some impending evil, a sensation of fluttering at the pit of the stomach. [435, 1216, 635, 1360]
terms-heading: TERMS. [67, 1164, 111, 1176]
certificate-paragraph: MORE CONCLUSIVE PROOFS of the extraordinary efficacy of DR. WM. EVANS' celebrated CAMOMILE and APERIENT ANTIBILIOUS PILLS, in relieving afflicted human nature. Mr. Robert Conroy, 100 Bowery. Disease, Chronic Dysentery, or Bloody Flux. Symptoms, unusual flatulency in the bowels, severe griping, frequent inclination to go to stool, tenesmus, loss of appetite, nausea, vomiting, frequency of pulse, and a frequent discharge of a peculiar fetid matter, mixed with blood, great debility, sense of burning heat, with an intolerable bearing down of the parts. [210, 810, 425, 980]
ad-paragraph: Also, nausea, vomiting, pains in the side, limbs, head, stomach or back, dimness or confusion of sight, noise in the ears, alternate flushes of heat and chilliness, tremors, watchings, agitation, anxiety, bad dreams, spasms. [210, 567, 425, 631]
proceedings-paragraph: Resolved in the affirmative. [855, 1051, 974, 1063]
